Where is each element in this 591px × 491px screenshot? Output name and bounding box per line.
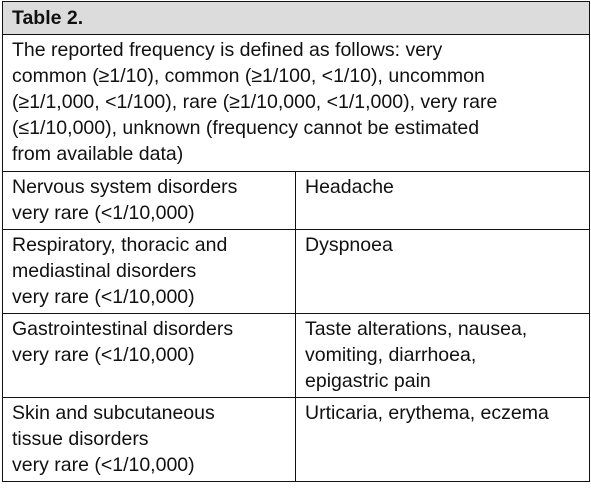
system-organ-class-cell (3, 172, 296, 230)
category-line: Nervous system disorders (12, 176, 238, 198)
adverse-effect-cell (296, 398, 590, 482)
frequency-definition-row (3, 35, 590, 172)
category-line: very rare (<1/10,000) (12, 286, 195, 308)
frequency-definition-line: (≥1/1,000, <1/100), rare (≥1/10,000, <1/1,000), very rare (12, 91, 498, 113)
effect-line: Urticaria, erythema, eczema (305, 402, 549, 424)
table-title: Table 2. (3, 2, 590, 35)
table-row (3, 314, 590, 398)
effect-line: Headache (305, 176, 394, 198)
table-title-row (3, 2, 590, 35)
frequency-definition-line: from available data) (12, 143, 184, 165)
effect-line: vomiting, diarrhoea, (305, 344, 477, 366)
category-line: very rare (<1/10,000) (12, 344, 195, 366)
table-row (3, 172, 590, 230)
frequency-definition-line: common (≥1/10), common (≥1/100, <1/10), uncommon (12, 65, 485, 87)
table-row (3, 398, 590, 482)
effect-line: Dyspnoea (305, 234, 393, 256)
adverse-effect-cell (296, 314, 590, 398)
category-line: very rare (<1/10,000) (12, 202, 195, 224)
system-organ-class-cell (3, 398, 296, 482)
adverse-effect-cell (296, 172, 590, 230)
effect-line: Taste alterations, nausea, (305, 318, 528, 340)
category-line: Skin and subcutaneous (12, 402, 215, 424)
table-row (3, 230, 590, 314)
category-line: tissue disorders (12, 428, 149, 450)
frequency-definition-line: The reported frequency is defined as follows: very (12, 39, 443, 61)
adverse-reactions-table (2, 1, 590, 482)
category-line: very rare (<1/10,000) (12, 454, 195, 476)
frequency-definition (3, 35, 590, 172)
category-line: mediastinal disorders (12, 260, 197, 282)
effect-line: epigastric pain (305, 370, 431, 392)
system-organ-class-cell (3, 230, 296, 314)
adverse-effect-cell (296, 230, 590, 314)
category-line: Respiratory, thoracic and (12, 234, 228, 256)
frequency-definition-line: (≤1/10,000), unknown (frequency cannot be estimated (12, 117, 480, 139)
category-line: Gastrointestinal disorders (12, 318, 234, 340)
system-organ-class-cell (3, 314, 296, 398)
